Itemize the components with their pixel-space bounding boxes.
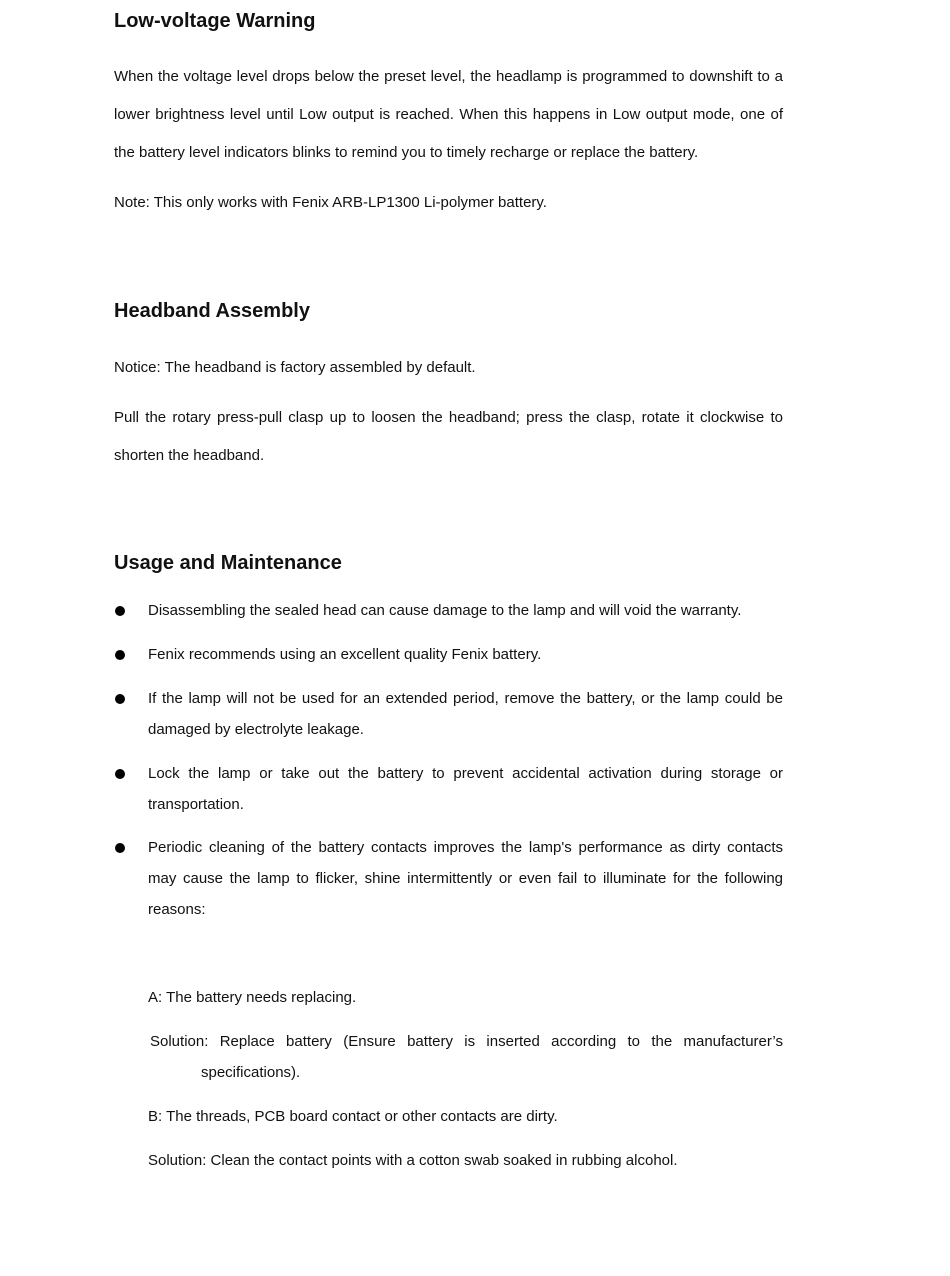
solution-b: Solution: Clean the contact points with a cotton swab soaked in rubbing alcohol.	[148, 1152, 678, 1169]
bullet-icon	[115, 606, 125, 616]
bullet-icon	[115, 769, 125, 779]
bullet-icon	[115, 694, 125, 704]
bullet-icon	[115, 650, 125, 660]
list-item-text: Lock the lamp or take out the battery to prevent accidental activation during storage or transportation.	[148, 765, 783, 813]
low-voltage-note: Note: This only works with Fenix ARB-LP1300 Li-polymer battery.	[114, 194, 547, 211]
headband-paragraph: Pull the rotary press-pull clasp up to loosen the headband; press the clasp, rotate it clockwise to shorten the headband.	[114, 409, 783, 464]
headband-notice: Notice: The headband is factory assembled by default.	[114, 359, 476, 376]
reason-a: A: The battery needs replacing.	[148, 989, 357, 1006]
list-item-text: If the lamp will not be used for an extended period, remove the battery, or the lamp could be damaged by electrolyte leakage.	[148, 690, 783, 738]
low-voltage-paragraph: When the voltage level drops below the preset level, the headlamp is programmed to downshift to a lower brightness level until Low output is reached. When this happens in Low output mode, one of the battery level indicators blinks to remind you to timely recharge or replace the battery.	[114, 68, 783, 161]
solution-a	[150, 1026, 783, 1088]
section-title-low-voltage-warning: Low-voltage Warning	[114, 10, 316, 32]
section-title-headband-assembly: Headband Assembly	[114, 300, 310, 322]
solution-a-line-1: Solution: Replace battery (Ensure battery is inserted according to the manufacturer’s	[150, 1033, 783, 1050]
reason-b: B: The threads, PCB board contact or other contacts are dirty.	[148, 1108, 558, 1125]
solution-a-line-2: specifications).	[201, 1064, 301, 1081]
bullet-icon	[115, 843, 125, 853]
section-title-usage-and-maintenance: Usage and Maintenance	[114, 552, 342, 574]
list-item-text: Fenix recommends using an excellent quality Fenix battery.	[148, 646, 542, 663]
list-item-text: Disassembling the sealed head can cause damage to the lamp and will void the warranty.	[148, 602, 742, 619]
list-item-text: Periodic cleaning of the battery contacts improves the lamp's performance as dirty contacts may cause the lamp to flicker, shine intermittently or even fail to illuminate for the following reasons:	[148, 839, 783, 918]
